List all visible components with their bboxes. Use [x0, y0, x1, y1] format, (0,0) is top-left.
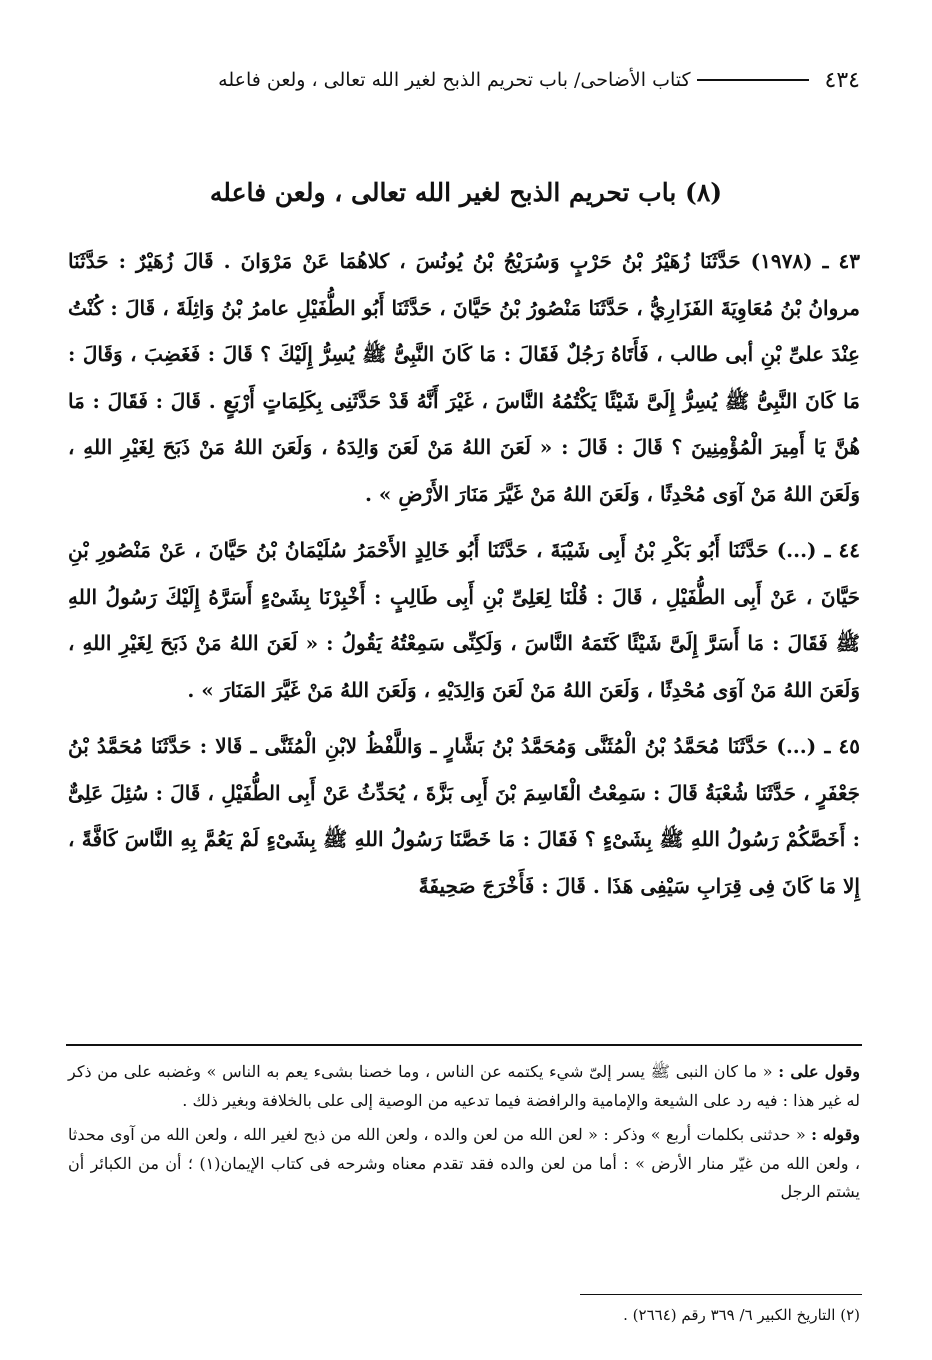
- hadith-number: ٤٣ ـ: [822, 249, 861, 273]
- hadith-44: [68, 527, 860, 713]
- note-lead: وقوله :: [811, 1125, 860, 1144]
- note-lead: وقول على :: [778, 1062, 860, 1081]
- chapter-title: (٨) باب تحريم الذبح لغير الله تعالى ، ولعن فاعله: [209, 178, 723, 207]
- hadith-text: (...) حَدَّثَنَا أَبُو بَكْرِ بْنُ أَبِى شَيْبَةَ ، حَدَّثَنَا أَبُو خَالِدٍ الأَحْمَرُ سُلَيْمَانُ بْنُ حَيَّانَ ، عَنْ مَنْصُورِ بْنِ حَيَّانَ ، عَنْ أَبِى الطُّفَيْلِ ، قَالَ : قُلْنَا لِعَلِىِّ بْنِ أَبِى طَالِبٍ : أَخْبِرْنَا بِشَىْءٍ أَسَرَّهُ إِلَيْكَ رَسُولُ اللهِ ﷺ فَقَالَ : مَا أَسَرَّ إِلَىَّ شَيْئًا كَتَمَهُ النَّاسَ ، وَلَكِنِّى سَمِعْتُهُ يَقُولُ : « لَعَنَ اللهُ مَنْ ذَبَحَ لِغَيْرِ اللهِ ، وَلَعَنَ اللهُ مَنْ آوَى مُحْدِثًا ، وَلَعَنَ اللهُ مَنْ لَعَنَ وَالِدَيْهِ ، وَلَعَنَ اللهُ مَنْ غَيَّرَ المَنَارَ » .: [68, 538, 860, 702]
- page-number: ٤٣٤: [824, 67, 860, 93]
- hadith-text: (...) حَدَّثَنَا مُحَمَّدُ بْنُ الْمُثَنَّى وَمُحَمَّدُ بْنُ بَشَّارٍ ـ وَاللَّفْظُ لابْنِ الْمُثَنَّى ـ قَالا : حَدَّثَنَا مُحَمَّدُ بْنُ جَعْفَرٍ ، حَدَّثَنَا شُعْبَةُ قَالَ : سَمِعْتُ الْقَاسِمَ بْنَ أَبِى بَزَّةَ ، يُحَدِّثُ عَنْ أَبِى الطُّفَيْلِ ، قَالَ : سُئِلَ عَلِىٌّ : أَخَصَّكُمْ رَسُولُ اللهِ ﷺ بِشَىْءٍ ؟ فَقَالَ : مَا خَصَّنَا رَسُولُ اللهِ ﷺ بِشَىْءٍ لَمْ يَعُمَّ بِهِ النَّاسَ كَافَّةً ، إِلا مَا كَانَ فِى قِرَابِ سَيْفِى هَذَا . قَالَ : فَأَخْرَجَ صَحِيفَةً: [68, 734, 860, 898]
- hadith-43: [68, 238, 860, 517]
- hadith-text: (١٩٧٨) حَدَّثَنَا زُهَيْرُ بْنُ حَرْبٍ وَسُرَيْجُ بْنُ يُونُسَ ، كلاهُمَا عَنْ مَرْوَانَ . قَالَ زُهَيْرٌ : حَدَّثَنَا مروانُ بْنُ مُعَاوِيَةَ الفَزَارِيُّ ، حَدَّثَنَا مَنْصُورُ بْنُ حَيَّانَ ، حَدَّثَنَا أَبُو الطُّفَيْلِ عامرُ بْنُ وَاثِلَةَ ، قَالَ : كُنْتُ عِنْدَ علىِّ بْنِ أبى طالب ، فَأَتَاهُ رَجُلٌ فَقَالَ : مَا كَانَ النَّبِىُّ ﷺ يُسِرُّ إِلَيْكَ ؟ قَالَ : فَغَضِبَ ، وَقَالَ : مَا كَانَ النَّبِىُّ ﷺ يُسِرُّ إِلَىَّ شَيْئًا يَكْتُمُهُ النَّاسَ ، غَيْرَ أَنَّهُ قَدْ حَدَّثَنِى بِكَلِمَاتٍ أَرْبَعٍ . قَالَ : فَقَالَ : مَا هُنَّ يَا أَمِيرَ الْمُؤْمِنِينَ ؟ قَالَ : قَالَ : « لَعَنَ اللهُ مَنْ لَعَنَ وَالِدَهُ ، وَلَعَنَ اللهُ مَنْ ذَبَحَ لِغَيْرِ اللهِ ، وَلَعَنَ اللهُ مَنْ آوَى مُحْدِثًا ، وَلَعَنَ اللهُ مَنْ غَيَّرَ مَنَارَ الأَرْضِ » .: [68, 249, 860, 506]
- hadith-45: [68, 723, 860, 909]
- hadith-number: ٤٥ ـ: [824, 734, 861, 758]
- note-text: « حدثنى بكلمات أربع » وذكر : « لعن الله من لعن والده ، ولعن الله من ذبح لغير الله ، ولعن الله من آوى محدثا ، ولعن الله من غيّر منار الأرض » : أما من لعن والده فقد تقدم معناه وشرحه فى كتاب الإيمان(١) ؛ أن من الكبائر أن يشتم الرجل: [68, 1125, 860, 1201]
- header-rule: [697, 79, 809, 81]
- commentary-note: [68, 1058, 860, 1115]
- running-title: كتاب الأضاحى/ باب تحريم الذبح لغير الله تعالى ، ولعن فاعله: [218, 69, 691, 91]
- notes-separator: [66, 1044, 862, 1046]
- footnote-reference: (٢) التاريخ الكبير ٦/ ٣٦٩ رقم (٢٦٦٤) .: [623, 1306, 860, 1324]
- hadith-body: [68, 238, 860, 919]
- commentary-notes: [68, 1058, 860, 1213]
- commentary-note: [68, 1121, 860, 1207]
- hadith-number: ٤٤ ـ: [824, 538, 861, 562]
- note-text: « ما كان النبى ﷺ يسر إلىّ شيء يكتمه عن الناس ، وما خصنا بشىء يعم به الناس » وغضبه على من ذكر له غير هذا : فيه رد على الشيعة والإمامية والرافضة فيما تدعيه من الوصية إلى على بالخلافة وبغير ذلك .: [68, 1062, 860, 1110]
- running-header: [60, 62, 860, 98]
- reference-separator: [580, 1294, 862, 1295]
